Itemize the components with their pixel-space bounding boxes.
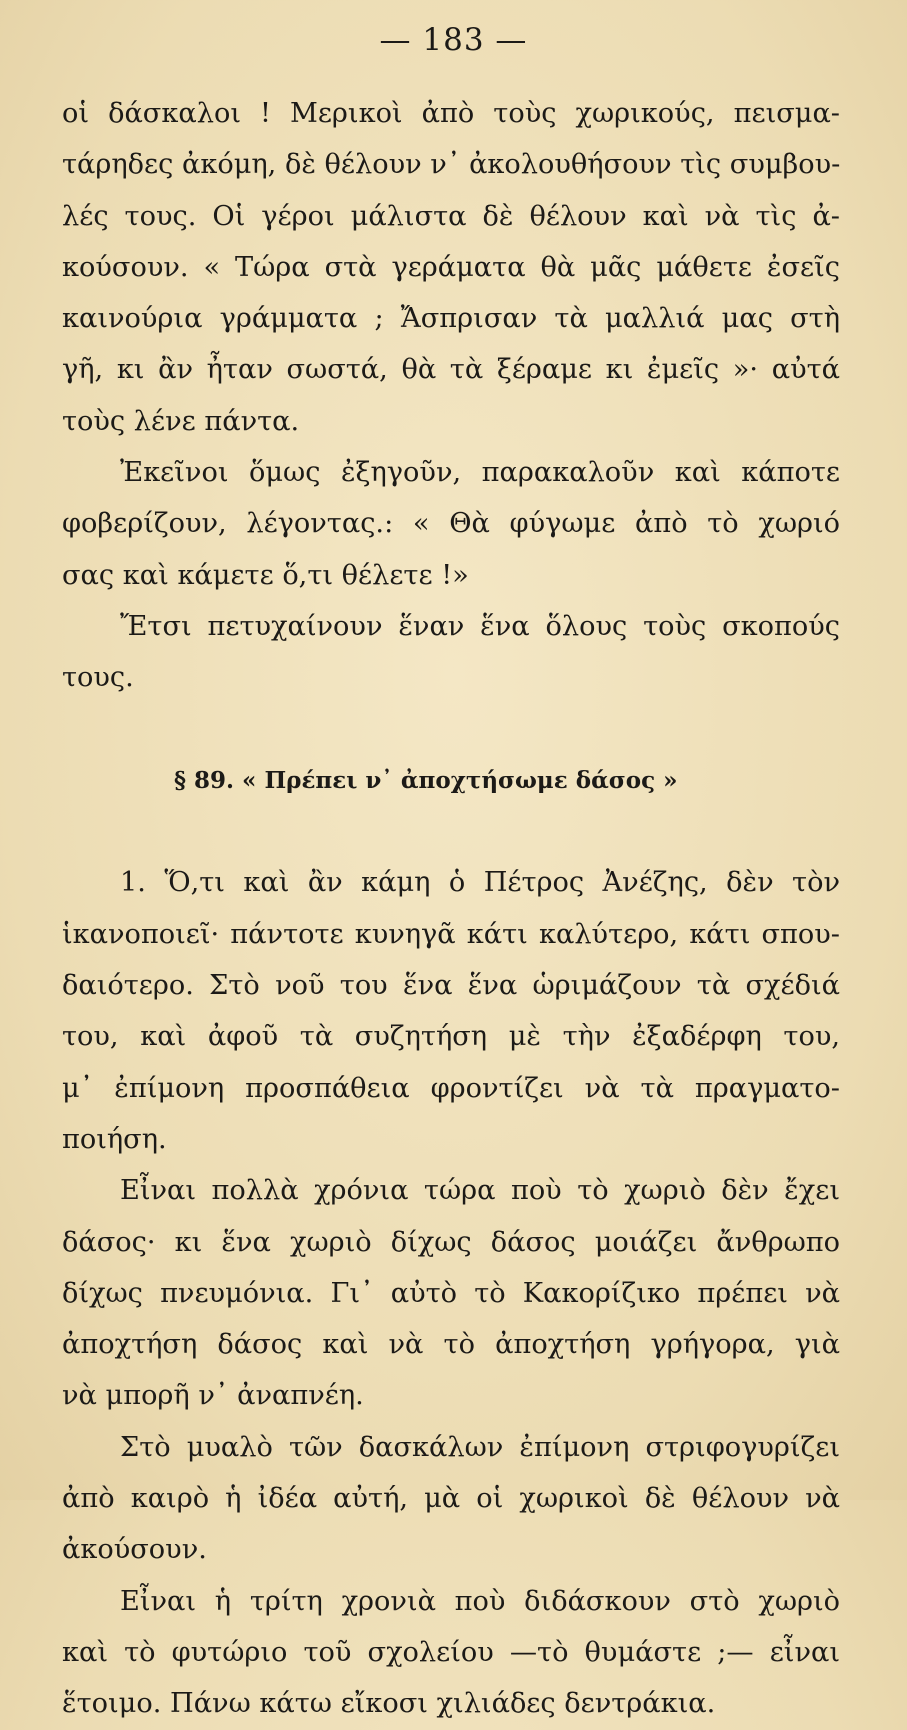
text-line: τάρηδες ἀκόμη, δὲ θέλουν ν᾽ ἀκολουθήσουν τὶς συμβου-: [62, 149, 840, 181]
text-line: δαιότερο. Στὸ νοῦ του ἕνα ἕνα ὡριμάζουν τὰ σχέδιά: [62, 970, 840, 1002]
text-line: τοὺς λένε πάντα.: [62, 405, 300, 437]
text-line: δίχως πνευμόνια. Γι᾽ αὐτὸ τὸ Κακορίζικο πρέπει νὰ: [62, 1277, 840, 1309]
text-line: λές τους. Οἱ γέροι μάλιστα δὲ θέλουν καὶ νὰ τὶς ἀ-: [62, 200, 840, 232]
text-line: ἀκούσουν.: [62, 1534, 207, 1566]
text-line: ποιήση.: [62, 1123, 167, 1155]
text-line: τους.: [62, 662, 134, 694]
text-line: ἕτοιμο. Πάνω κάτω εἴκοσι χιλιάδες δεντράκια.: [62, 1688, 716, 1720]
text-line: μ᾽ ἐπίμονη προσπάθεια φροντίζει νὰ τὰ πραγματο-: [62, 1072, 840, 1104]
text-line: οἱ δάσκαλοι ! Μερικοὶ ἀπὸ τοὺς χωρικούς, πεισμα-: [62, 98, 840, 129]
text-line: γῆ, κι ἂν ἦταν σωστά, θὰ τὰ ξέραμε κι ἐμεῖς »· αὐτά: [62, 354, 840, 386]
text-line: Στὸ μυαλὸ τῶν δασκάλων ἐπίμονη στριφογυρίζει: [120, 1431, 840, 1463]
text-line: καὶ τὸ φυτώριο τοῦ σχολείου —τὸ θυμάστε ;— εἶναι: [62, 1636, 840, 1668]
text-line: 1. Ὅ,τι καὶ ἂν κάμη ὁ Πέτρος Ἀνέζης, δὲν τὸν: [120, 867, 840, 899]
text-line: ἀπὸ καιρὸ ἡ ἰδέα αὐτή, μὰ οἱ χωρικοὶ δὲ θέλουν νὰ: [62, 1483, 840, 1515]
text-line: ἱκανοποιεῖ· πάντοτε κυνηγᾶ κάτι καλύτερο, κάτι σπου-: [62, 918, 840, 950]
spacer: [62, 704, 840, 755]
page-text: [62, 88, 840, 1730]
text-line: σας καὶ κάμετε ὅ,τι θέλετε !»: [62, 559, 469, 591]
text-line: καινούρια γράμματα ; Ἄσπρισαν τὰ μαλλιά μας στὴ: [62, 303, 840, 335]
text-line: φοβερίζουν, λέγοντας.: « Θὰ φύγωμε ἀπὸ τὸ χωριό: [62, 508, 840, 540]
text-line: του, καὶ ἀφοῦ τὰ συζητήση μὲ τὴν ἐξαδέρφη του,: [62, 1021, 840, 1053]
text-line: Εἶναι ἡ τρίτη χρονιὰ ποὺ διδάσκουν στὸ χωριὸ: [120, 1585, 840, 1617]
text-line: νὰ μπορῆ ν᾽ ἀναπνέη.: [62, 1380, 364, 1412]
text-line: Ἐκεῖνοι ὅμως ἐξηγοῦν, παρακαλοῦν καὶ κάποτε: [120, 457, 840, 489]
text-line: Εἶναι πολλὰ χρόνια τώρα ποὺ τὸ χωριὸ δὲν ἔχει: [120, 1175, 840, 1207]
text-line: δάσος· κι ἕνα χωριὸ δίχως δάσος μοιάζει ἄνθρωπο: [62, 1226, 840, 1258]
spacer: [62, 806, 840, 857]
text-line: Ἔτσι πετυχαίνουν ἕναν ἕνα ὅλους τοὺς σκοπούς: [120, 610, 840, 642]
text-line: κούσουν. « Τώρα στὰ γεράματα θὰ μᾶς μάθετε ἐσεῖς: [62, 251, 840, 283]
text-line: ἀποχτήση δάσος καὶ νὰ τὸ ἀποχτήση γρήγορα, γιὰ: [62, 1329, 840, 1361]
page-number: — 183 —: [379, 22, 528, 58]
section-heading: § 89. « Πρέπει ν᾽ ἀποχτήσωμε δάσος »: [174, 766, 678, 794]
